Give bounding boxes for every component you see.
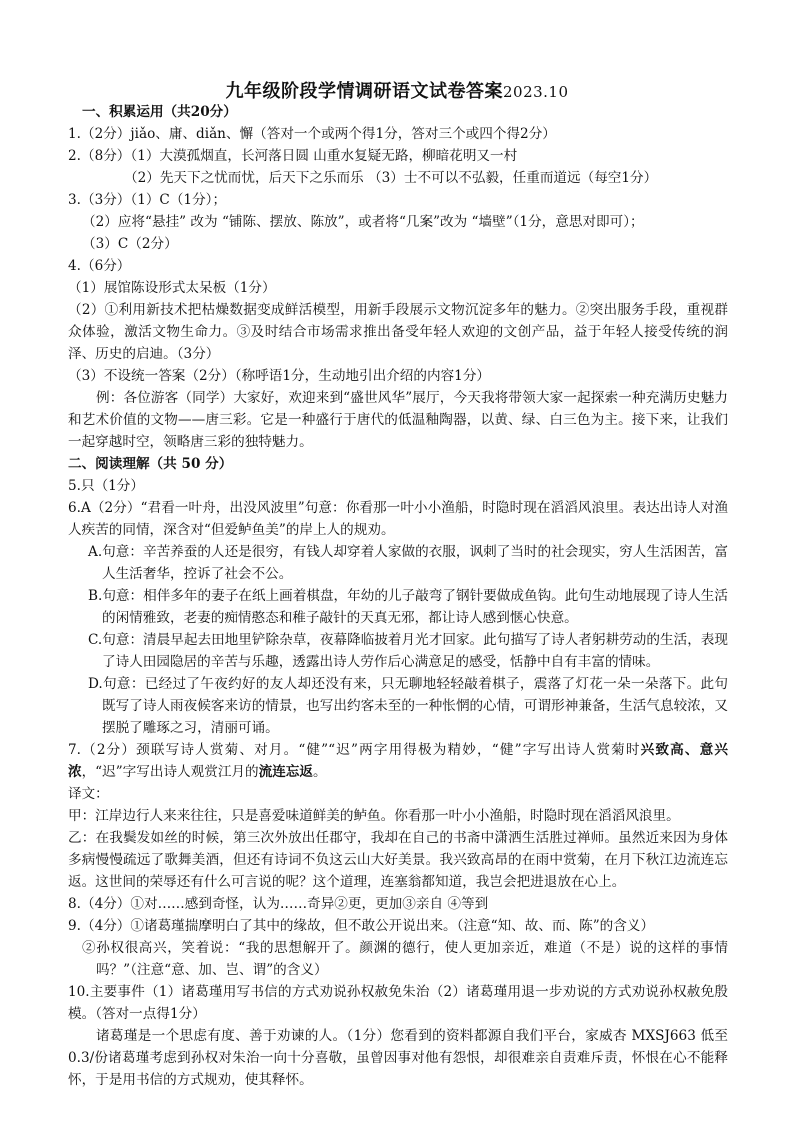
answer-q8: 8.（4分）①对……感到奇怪，认为……奇异②更，更加③亲自 ④等到: [68, 896, 489, 912]
answer-q10-analysis: 诸葛瑾是一个思虑有度、善于劝谏的人。（1分）您看到的资料都源自我们平台，家威杏 MXSJ663 低至 0.3/份诸葛瑾考虑到孙权对朱治一向十分喜敬，虽曾因事对他有怨恨，却很难亲自责难斥责，怀恨在心不能释怀，于是用书信的方式规劝，使其释怀。: [68, 1028, 728, 1088]
answer-q4: 4.（6分）: [68, 258, 131, 274]
answer-q3-line3: （3）C（2分）: [82, 236, 178, 252]
answer-q7-text-start: 7.（2分）颈联写诗人赏菊、对月。“健”“迟”两字用得极为精妙，“健”字写出诗人赏菊时: [68, 742, 641, 758]
answer-q3-line1: 3.（3分）（1）C（1分）；: [68, 192, 227, 208]
answer-body: [68, 101, 728, 1091]
answer-q3-line2: （2）应将“悬挂” 改为 “铺陈、摆放、陈放”，或者将“几案”改为 “墙壁”（1分，意思对即可）；: [82, 214, 644, 230]
title-text: 九年级阶段学情调研语文试卷答案: [225, 81, 503, 102]
answer-q9-line2: ②孙权很高兴，笑着说：“我的思想解开了。颜渊的德行，使人更加亲近，难道（不是）说的这样的事情吗？”（注意“意、加、岂、谓”的含义）: [82, 940, 728, 978]
translation-label: 译文：: [68, 786, 109, 802]
translation-jia: 甲：江岸边行人来来往往，只是喜爱味道鲜美的鲈鱼。你看那一叶小小渔船，时隐时现在滔滔风浪里。: [68, 808, 680, 824]
answer-q4-part3: （3）不设统一答案（2分）（称呼语1分，生动地引出介绍的内容1分）: [68, 368, 491, 384]
answer-q6-option-c: C.句意：清晨早起去田地里铲除杂草，夜幕降临披着月光才回家。此句描写了诗人者躬耕劳动的生活，表现了诗人田园隐居的辛苦与乐趣，透露出诗人劳作后心满意足的感受，恬静中自有丰富的情味。: [88, 632, 728, 670]
answer-q9-line1: 9.（4分）①诸葛瑾揣摩明白了其中的缘故，但不敢公开说出来。（注意“知、故、而、陈”的含义）: [68, 918, 655, 934]
answer-q7-text-mid: ，“迟”字写出诗人观赏江月的: [81, 764, 259, 780]
answer-q7: [68, 739, 728, 783]
answer-q6-option-a: A.句意：辛苦养蚕的人还是很穷，有钱人却穿着人家做的衣服，讽刺了当时的社会现实，穷人生活困苦，富人生活奢华，控诉了社会不公。: [88, 544, 728, 582]
answer-q7-key1: 兴致高、意兴浓: [68, 742, 728, 780]
answer-q7-key2: 流连忘返: [258, 764, 313, 780]
answer-q6-option-d: D.句意：已经过了午夜约好的友人却还没有来，只无聊地轻轻敲着棋子，震落了灯花一朵一朵落下。此句既写了诗人雨夜候客来访的情景，也写出约客未至的一种怅惘的心情，可谓形神兼备，生活气息较浓，又摆脱了雕琢之习，清丽可诵。: [88, 676, 728, 736]
page-title: [0, 77, 794, 103]
answer-q5: 5.只（1分）: [68, 478, 144, 494]
answer-q2-line2: （2）先天下之忧而忧，后天下之乐而乐 （3）士不可以不弘毅，任重而道远（每空1分）: [124, 170, 658, 186]
title-date: 2023.10: [502, 83, 569, 101]
answer-q1: 1.（2分）jiǎo、庸、diǎn、懈（答对一个或两个得1分，答对三个或四个得2分）: [68, 126, 556, 142]
translation-yi: 乙：在我鬓发如丝的时候，第三次外放出任郡守，我却在自己的书斋中潇洒生活胜过禅师。虽然近来因为身体多病慢慢疏远了歌舞美酒，但还有诗词不负这云山大好美景。我兴致高昂的在雨中赏菊，在月下秋江边流连忘返。这世间的荣辱还有什么可言说的呢？这个道理，连塞翁都知道，我岂会把进退放在心上。: [68, 830, 728, 890]
answer-q10: 10.主要事件（1）诸葛瑾用写书信的方式劝说孙权赦免朱治（2）诸葛瑾用退一步劝说的方式劝说孙权赦免殷模。（答对一点得1分）: [68, 984, 728, 1022]
section-heading-1: 一、积累运用（共20分）: [82, 104, 237, 120]
section-heading-2: 二、阅读理解（共 50 分）: [68, 456, 233, 472]
answer-q6-option-b: B.句意：相伴多年的妻子在纸上画着棋盘，年幼的儿子敲弯了钢针要做成鱼钩。此句生动地展现了诗人生活的闲情雅致，老妻的痴情憨态和稚子敲针的天真无邪，都让诗人感到惬心快意。: [88, 588, 728, 626]
answer-q4-part2: （2）①利用新技术把枯燥数据变成鲜活模型，用新手段展示文物沉淀多年的魅力。②突出服务手段，重视群众体验，激活文物生命力。③及时结合市场需求推出备受年轻人欢迎的文创产品，益于年轻人接受传统的润泽、历史的启迪。（3分）: [68, 302, 728, 362]
answer-q7-text-end: 。: [313, 764, 327, 780]
answer-q4-part1: （1）展馆陈设形式太呆板（1分）: [68, 280, 276, 296]
answer-q6: 6.A（2分）“君看一叶舟，出没风波里”句意：你看那一叶小小渔船，时隐时现在滔滔风浪里。表达出诗人对渔人疾苦的同情，深含对“但爱鲈鱼美”的岸上人的规劝。: [68, 500, 728, 538]
answer-q2-line1: 2.（8分）（1）大漠孤烟直，长河落日圆 山重水复疑无路，柳暗花明又一村: [68, 148, 518, 164]
answer-q4-example: 例：各位游客（同学）大家好，欢迎来到“盛世风华”展厅，今天我将带领大家一起探索一种充满历史魅力和艺术价值的文物——唐三彩。它是一种盛行于唐代的低温釉陶器，以黄、绿、白三色为主。接下来，让我们一起穿越时空，领略唐三彩的独特魅力。: [68, 390, 728, 450]
